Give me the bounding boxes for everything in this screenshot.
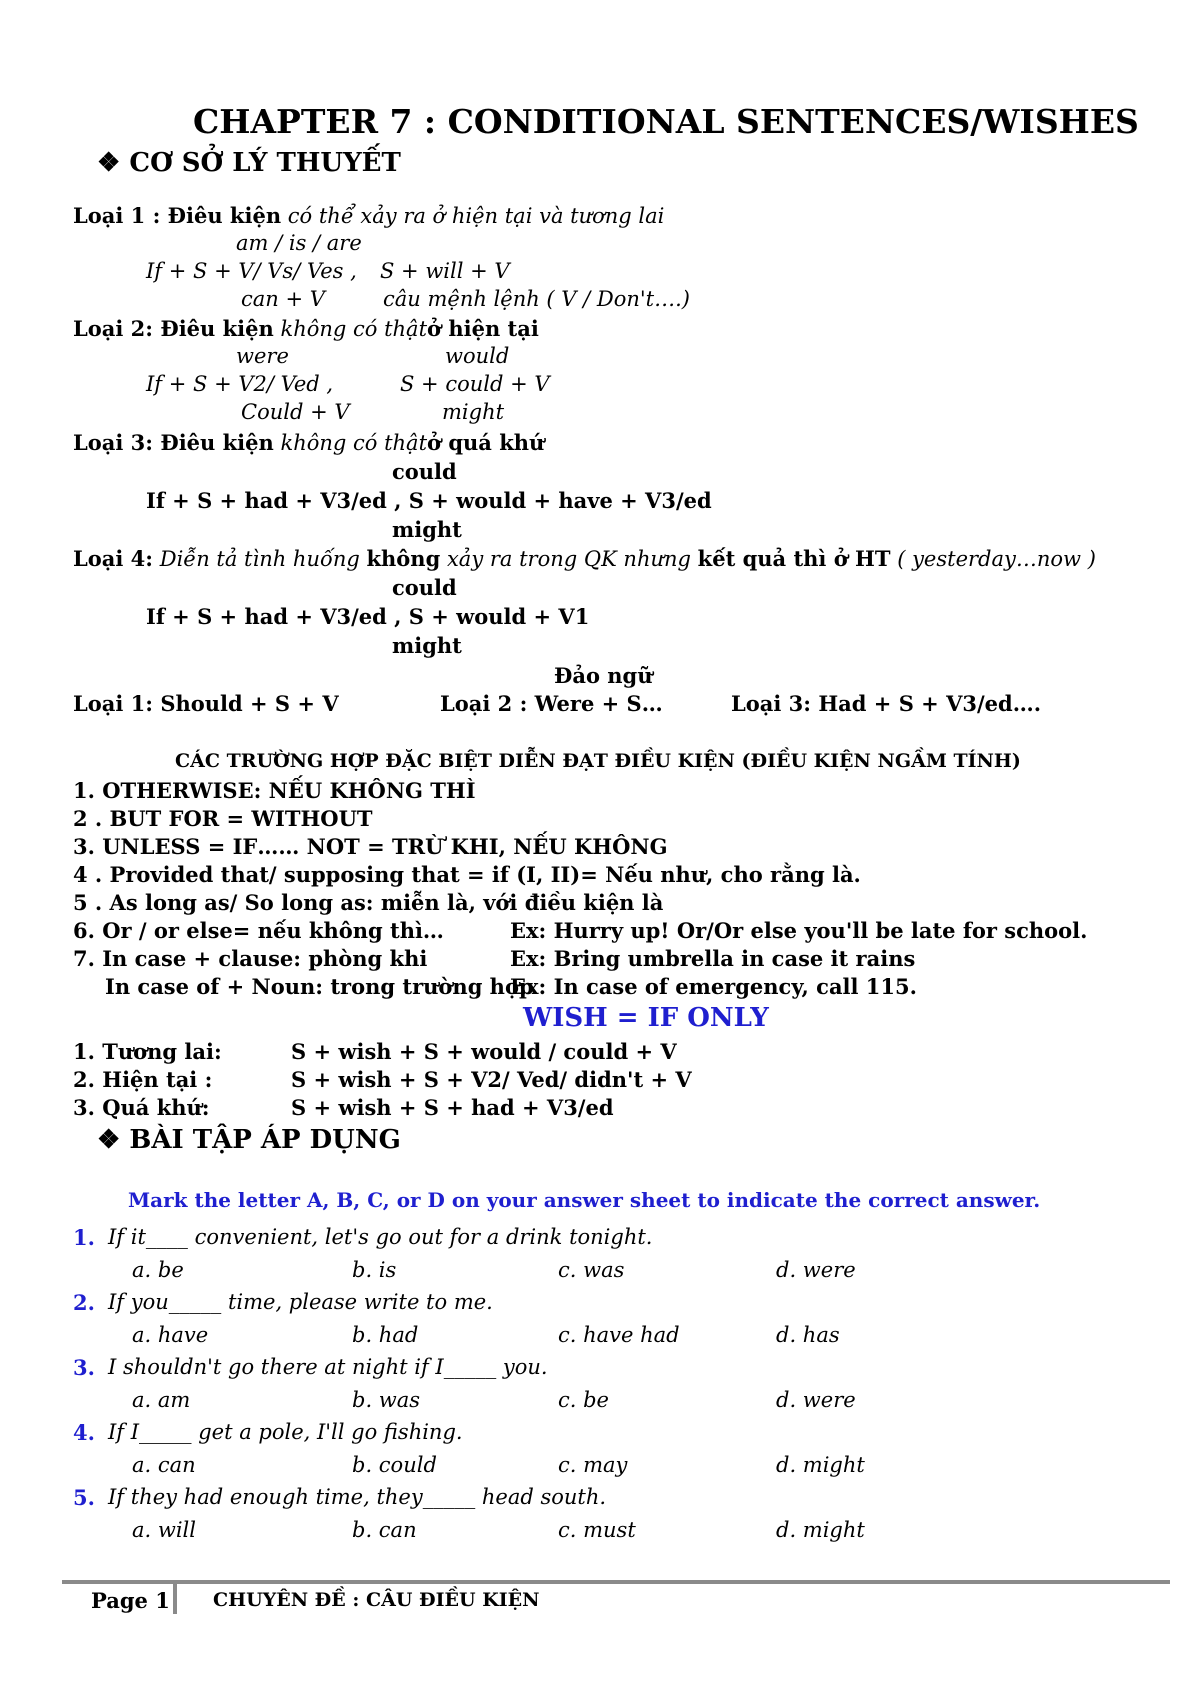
option-c[interactable]: c. may — [558, 1453, 628, 1477]
type3-bottom: might — [392, 517, 462, 542]
type1-if: If + S + V/ Vs/ Ves , — [146, 259, 357, 283]
special-item-1: 1. OTHERWISE: NẾU KHÔNG THÌ — [73, 778, 476, 803]
question-number: 3. — [73, 1355, 95, 1380]
type3-desc: không có thật — [280, 431, 428, 455]
section-heading-exercises-text: BÀI TẬP ÁP DỤNG — [129, 1125, 401, 1155]
type2-bottom-right: might — [442, 400, 505, 424]
type3-formula: If + S + had + V3/ed , S + would + have + V3/ed — [146, 488, 712, 513]
option-d[interactable]: d. were — [776, 1388, 856, 1412]
type4-desc2: xảy ra trong QK nhưng — [446, 547, 691, 571]
type3-top: could — [392, 459, 457, 484]
inversion-type3: Loại 3: Had + S + V3/ed…. — [731, 691, 1042, 716]
option-c[interactable]: c. must — [558, 1518, 636, 1542]
type1-bottom-left: can + V — [241, 287, 325, 311]
question-number: 5. — [73, 1485, 95, 1510]
footer-page-number: Page 1 — [91, 1588, 170, 1613]
option-a[interactable]: a. be — [132, 1258, 184, 1282]
type3-label: Loại 3: Điêu kiện — [73, 430, 274, 455]
type1-label: Loại 1 : Điêu kiện — [73, 203, 282, 228]
special-example-2: Ex: Bring umbrella in case it rains — [510, 946, 916, 971]
question-text: If you_____ time, please write to me. — [108, 1290, 493, 1314]
special-item-2: 2 . BUT FOR = WITHOUT — [73, 806, 373, 831]
question-text: If I_____ get a pole, I'll go fishing. — [108, 1420, 463, 1444]
bullet-icon: ❖ — [97, 148, 121, 178]
option-d[interactable]: d. has — [776, 1323, 840, 1347]
type4-top: could — [392, 575, 457, 600]
special-heading: CÁC TRƯỜNG HỢP ĐẶC BIỆT DIỄN ĐẠT ĐIỀU KIỆN (ĐIỀU KIỆN NGẦM TÍNH) — [175, 750, 1021, 772]
option-b[interactable]: b. was — [352, 1388, 421, 1412]
type2-main: S + could + V — [400, 372, 550, 396]
wish-row-3-formula: S + wish + S + had + V3/ed — [291, 1095, 614, 1120]
section-heading-theory — [97, 150, 401, 176]
option-b[interactable]: b. had — [352, 1323, 419, 1347]
type4-bottom: might — [392, 633, 462, 658]
special-item-7: 7. In case + clause: phòng khi — [73, 946, 428, 971]
type1-main: S + will + V — [380, 259, 510, 283]
option-a[interactable]: a. will — [132, 1518, 196, 1542]
option-d[interactable]: d. might — [776, 1518, 865, 1542]
option-a[interactable]: a. have — [132, 1323, 209, 1347]
type4-b2: kết quả thì ở HT — [697, 546, 891, 571]
footer-separator — [173, 1582, 177, 1614]
type2-tail: ở hiện tại — [427, 316, 539, 341]
type2-desc: không có thật — [280, 317, 428, 341]
question-number: 2. — [73, 1290, 95, 1315]
type3-line — [73, 432, 544, 454]
section-heading-theory-text: CƠ SỞ LÝ THUYẾT — [129, 148, 401, 178]
wish-row-3-label: 3. Quá khứ: — [73, 1095, 210, 1120]
option-a[interactable]: a. can — [132, 1453, 196, 1477]
option-d[interactable]: d. were — [776, 1258, 856, 1282]
type2-label: Loại 2: Điêu kiện — [73, 316, 274, 341]
type2-line — [73, 318, 539, 340]
wish-heading: WISH = IF ONLY — [523, 1003, 769, 1033]
type4-b1: không — [366, 546, 441, 571]
option-b[interactable]: b. is — [352, 1258, 397, 1282]
instruction: Mark the letter A, B, C, or D on your answer sheet to indicate the correct answer. — [128, 1188, 1041, 1212]
type2-top-right: would — [445, 344, 510, 368]
wish-row-2-formula: S + wish + S + V2/ Ved/ didn't + V — [291, 1067, 692, 1092]
inversion-heading: Đảo ngữ — [554, 663, 653, 688]
question-text: If it____ convenient, let's go out for a drink tonight. — [108, 1225, 653, 1249]
option-b[interactable]: b. could — [352, 1453, 437, 1477]
question-text: I shouldn't go there at night if I_____ you. — [108, 1355, 548, 1379]
special-item-4: 4 . Provided that/ supposing that = if (I, II)= Nếu như, cho rằng là. — [73, 862, 861, 887]
special-item-3: 3. UNLESS = IF…… NOT = TRỪ KHI, NẾU KHÔNG — [73, 834, 668, 859]
type4-desc3: ( yesterday…now ) — [897, 547, 1096, 571]
option-c[interactable]: c. be — [558, 1388, 609, 1412]
type4-label: Loại 4: — [73, 546, 154, 571]
special-example-3: Ex: In case of emergency, call 115. — [510, 974, 917, 999]
type1-line — [73, 205, 664, 227]
type2-top-left: were — [236, 344, 289, 368]
wish-row-2-label: 2. Hiện tại : — [73, 1067, 213, 1092]
question-text: If they had enough time, they_____ head south. — [108, 1485, 607, 1509]
question-number: 1. — [73, 1225, 95, 1250]
special-item-5: 5 . As long as/ So long as: miễn là, với điều kiện là — [73, 890, 664, 915]
type2-bottom-left: Could + V — [241, 400, 350, 424]
option-c[interactable]: c. was — [558, 1258, 625, 1282]
footer-divider — [62, 1580, 1170, 1584]
type4-desc1: Diễn tả tình huống — [159, 547, 360, 571]
special-item-6: 6. Or / or else= nếu không thì… — [73, 918, 444, 943]
option-a[interactable]: a. am — [132, 1388, 191, 1412]
footer-topic: CHUYÊN ĐỀ : CÂU ĐIỀU KIỆN — [213, 1589, 540, 1611]
wish-row-1-label: 1. Tương lai: — [73, 1039, 222, 1064]
type1-desc: có thể xảy ra ở hiện tại và tương lai — [287, 204, 665, 228]
special-example-1: Ex: Hurry up! Or/Or else you'll be late for school. — [510, 918, 1088, 943]
special-item-8: In case of + Noun: trong trường hợp — [105, 974, 534, 999]
type4-formula: If + S + had + V3/ed , S + would + V1 — [146, 604, 590, 629]
type3-tail: ở quá khứ — [427, 430, 545, 455]
type1-bottom-right: câu mệnh lệnh ( V / Don't….) — [383, 287, 690, 311]
wish-row-1-formula: S + wish + S + would / could + V — [291, 1039, 677, 1064]
type1-top: am / is / are — [236, 231, 362, 255]
inversion-type2: Loại 2 : Were + S… — [440, 691, 663, 716]
inversion-type1: Loại 1: Should + S + V — [73, 691, 339, 716]
option-d[interactable]: d. might — [776, 1453, 865, 1477]
type2-if: If + S + V2/ Ved , — [146, 372, 334, 396]
bullet-icon: ❖ — [97, 1125, 121, 1155]
section-heading-exercises — [97, 1127, 401, 1153]
question-number: 4. — [73, 1420, 95, 1445]
page-title: CHAPTER 7 : CONDITIONAL SENTENCES/WISHES — [193, 102, 1139, 141]
option-c[interactable]: c. have had — [558, 1323, 680, 1347]
option-b[interactable]: b. can — [352, 1518, 417, 1542]
type4-line — [73, 548, 1096, 570]
